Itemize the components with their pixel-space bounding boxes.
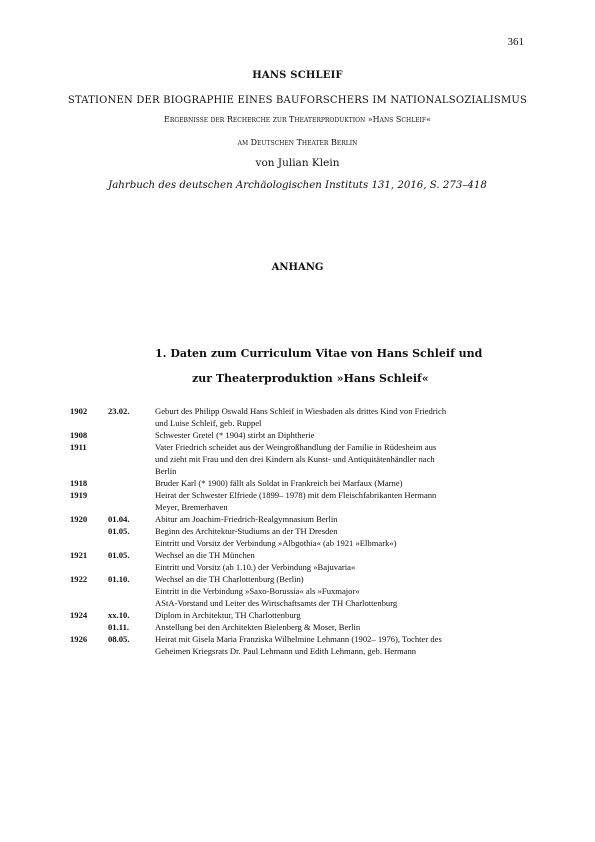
cv-text: Geburt des Philipp Oswald Hans Schleif in Wiesbaden als drittes Kind von Friedrich bbox=[155, 406, 447, 416]
cv-row bbox=[70, 573, 520, 585]
cv-year: 1902 bbox=[70, 406, 88, 416]
cv-text: Meyer, Bremerhaven bbox=[155, 502, 228, 512]
cv-date bbox=[108, 597, 155, 609]
document-subtitle: STATIONEN DER BIOGRAPHIE EINES BAUFORSCHERS IM NATIONALSOZIALISMUS bbox=[67, 95, 528, 106]
cv-date: 01.05. bbox=[108, 526, 130, 536]
cv-date bbox=[108, 561, 155, 573]
appendix-heading: ANHANG bbox=[271, 262, 324, 273]
cv-text: Bruder Karl (* 1900) fällt als Soldat in Frankreich bei Marfaux (Marne) bbox=[155, 478, 403, 488]
cv-year bbox=[70, 525, 108, 537]
cv-row bbox=[70, 441, 520, 453]
cv-year bbox=[70, 621, 108, 633]
cv-text: Diplom in Architektur, TH Charlottenburg bbox=[155, 610, 301, 620]
cv-text: AStA-Vorstand und Leiter des Wirtschaftsamts der TH Charlottenburg bbox=[155, 598, 398, 608]
cv-year: 1918 bbox=[70, 478, 88, 488]
section-heading-line-2: zur Theaterproduktion »Hans Schleif« bbox=[192, 372, 429, 385]
cv-year bbox=[70, 597, 108, 609]
cv-date bbox=[108, 501, 155, 513]
cv-date: 01.10. bbox=[108, 574, 130, 584]
cv-date: xx.10. bbox=[108, 610, 130, 620]
cv-row bbox=[70, 417, 520, 429]
cv-year bbox=[70, 465, 108, 477]
cv-year: 1924 bbox=[70, 610, 88, 620]
cv-row bbox=[70, 405, 520, 417]
cv-year: 1908 bbox=[70, 430, 88, 440]
cv-year bbox=[70, 501, 108, 513]
cv-text: Vater Friedrich scheidet aus der Weingroßhandlung der Familie in Rüdesheim aus bbox=[155, 442, 437, 452]
cv-row bbox=[70, 513, 520, 525]
cv-timeline bbox=[70, 405, 520, 657]
cv-year bbox=[70, 645, 108, 657]
citation-line: Jahrbuch des deutschen Archäologischen Instituts 131, 2016, S. 273–418 bbox=[108, 180, 487, 191]
cv-year bbox=[70, 537, 108, 549]
cv-text: Heirat der Schwester Elfriede (1899– 1978) mit dem Fleischfabrikanten Hermann bbox=[155, 490, 437, 500]
cv-year bbox=[70, 585, 108, 597]
theater-line: am Deutschen Theater Berlin bbox=[237, 138, 358, 147]
cv-date bbox=[108, 537, 155, 549]
cv-text: Eintritt und Vorsitz der Verbindung »Albgothia« (ab 1921 »Elbmark«) bbox=[155, 538, 397, 548]
cv-date bbox=[108, 441, 155, 453]
cv-row bbox=[70, 585, 520, 597]
cv-text: Geheimen Kriegsrats Dr. Paul Lehmann und Edith Lehmann, geb. Hermann bbox=[155, 646, 417, 656]
cv-year bbox=[70, 417, 108, 429]
cv-date bbox=[108, 477, 155, 489]
cv-row bbox=[70, 501, 520, 513]
research-line: Ergebnisse der Recherche zur Theaterproduktion »Hans Schleif« bbox=[164, 115, 431, 124]
cv-row bbox=[70, 597, 520, 609]
cv-row bbox=[70, 537, 520, 549]
cv-row bbox=[70, 561, 520, 573]
author-line: von Julian Klein bbox=[255, 157, 340, 169]
document-title: HANS SCHLEIF bbox=[252, 70, 343, 81]
cv-date bbox=[108, 489, 155, 501]
section-heading-line-1: 1. Daten zum Curriculum Vitae von Hans Schleif und bbox=[155, 347, 483, 360]
cv-year: 1919 bbox=[70, 490, 88, 500]
cv-year: 1926 bbox=[70, 634, 88, 644]
cv-year bbox=[70, 453, 108, 465]
cv-date: 08.05. bbox=[108, 634, 130, 644]
cv-year: 1911 bbox=[70, 442, 87, 452]
cv-text: Anstellung bei den Architekten Bielenberg & Moser, Berlin bbox=[155, 622, 361, 632]
cv-text: Eintritt und Vorsitz (ab 1.10.) der Verbindung »Bajuvaria« bbox=[155, 562, 356, 572]
cv-text: Eintritt in die Verbindung »Saxo-Borussia« als »Fuxmajor« bbox=[155, 586, 360, 596]
cv-row bbox=[70, 489, 520, 501]
cv-text: Beginn des Architektur-Studiums an der TH Dresden bbox=[155, 526, 338, 536]
cv-row bbox=[70, 525, 520, 537]
cv-row bbox=[70, 621, 520, 633]
cv-date bbox=[108, 429, 155, 441]
cv-date bbox=[108, 417, 155, 429]
cv-date: 01.04. bbox=[108, 514, 130, 524]
cv-date bbox=[108, 645, 155, 657]
cv-text: Wechsel an die TH Charlottenburg (Berlin) bbox=[155, 574, 304, 584]
cv-row bbox=[70, 609, 520, 621]
cv-year: 1920 bbox=[70, 514, 88, 524]
cv-text: Abitur am Joachim-Friedrich-Realgymnasium Berlin bbox=[155, 514, 338, 524]
cv-date bbox=[108, 585, 155, 597]
cv-year bbox=[70, 561, 108, 573]
cv-row bbox=[70, 453, 520, 465]
cv-text: und Luise Schleif, geb. Ruppel bbox=[155, 418, 262, 428]
cv-text: und zieht mit Frau und den drei Kindern als Kunst- und Antiquitätenhändler nach bbox=[155, 454, 435, 464]
cv-text: Heirat mit Gisela Maria Franziska Wilhelmine Lehmann (1902– 1976), Tochter des bbox=[155, 634, 442, 644]
cv-date: 01.11. bbox=[108, 622, 130, 632]
cv-text: Berlin bbox=[155, 466, 177, 476]
cv-row bbox=[70, 465, 520, 477]
cv-row bbox=[70, 633, 520, 645]
cv-row bbox=[70, 477, 520, 489]
cv-date: 01.05. bbox=[108, 550, 130, 560]
cv-date: 23.02. bbox=[108, 406, 130, 416]
cv-text: Schwester Gretel (* 1904) stirbt an Diphtherie bbox=[155, 430, 315, 440]
cv-date bbox=[108, 465, 155, 477]
cv-text: Wechsel an die TH München bbox=[155, 550, 255, 560]
cv-year: 1922 bbox=[70, 574, 88, 584]
page-number: 361 bbox=[507, 36, 524, 48]
cv-date bbox=[108, 453, 155, 465]
cv-row bbox=[70, 645, 520, 657]
cv-year: 1921 bbox=[70, 550, 88, 560]
cv-row bbox=[70, 549, 520, 561]
cv-row bbox=[70, 429, 520, 441]
